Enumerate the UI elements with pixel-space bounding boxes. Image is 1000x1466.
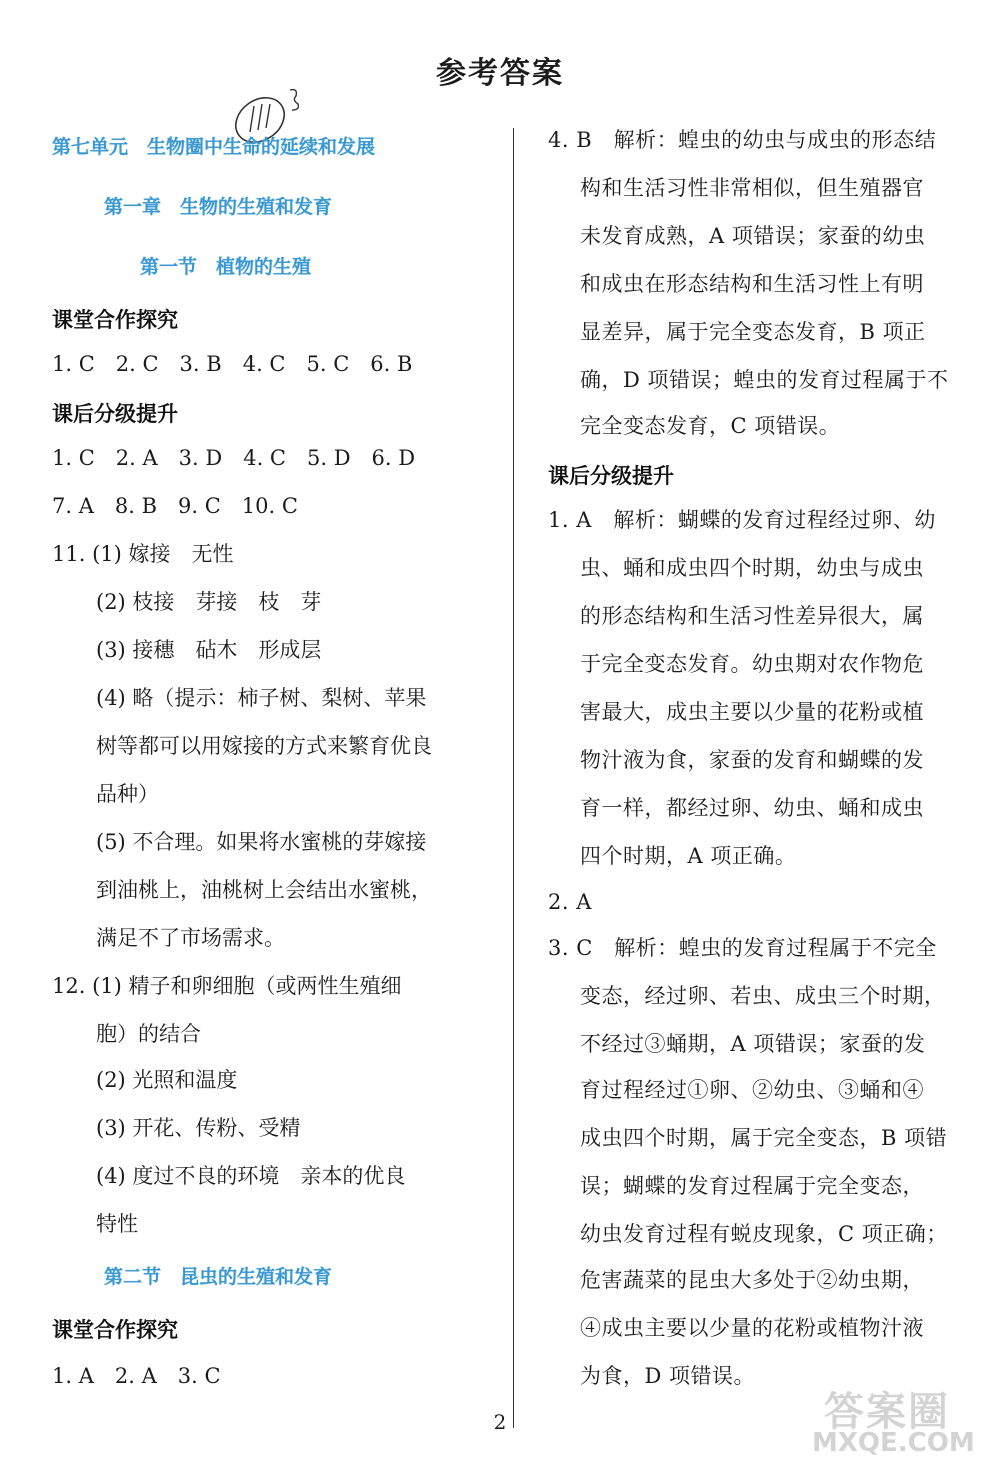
answer-line: 为食，D 项错误。 xyxy=(580,1364,756,1388)
answer-line: 1. C 2. C 3. B 4. C 5. C 6. B xyxy=(52,352,413,376)
answer-line: 4. B 解析：蝗虫的幼虫与成虫的形态结 xyxy=(548,128,937,152)
answer-line: 误；蝴蝶的发育过程属于完全变态， xyxy=(580,1174,924,1198)
answer-line: 构和生活习性非常相似，但生殖器官 xyxy=(580,176,924,200)
chapter-heading: 第一章 生物的生殖和发育 xyxy=(104,196,333,218)
answer-line: 品种） xyxy=(96,782,159,806)
answer-line: 2. A xyxy=(548,890,592,914)
watermark-logo: 答案圈 xyxy=(824,1389,950,1435)
answer-line: 树等都可以用嫁接的方式来繁育优良 xyxy=(96,734,432,758)
answer-line: 1. C 2. A 3. D 4. C 5. D 6. D xyxy=(52,446,416,470)
answer-line: (3) 开花、传粉、受精 xyxy=(96,1116,301,1140)
answer-line: (2) 光照和温度 xyxy=(96,1068,238,1092)
answer-line: 于完全变态发育。幼虫期对农作物危 xyxy=(580,652,924,676)
answer-line: 虫、蛹和成虫四个时期，幼虫与成虫 xyxy=(580,556,924,580)
column-divider xyxy=(513,128,514,1428)
section-heading-2: 第二节 昆虫的生殖和发育 xyxy=(104,1266,333,1288)
answer-line: 幼虫发育过程有蜕皮现象，C 项正确； xyxy=(580,1222,948,1246)
answer-line: 1. A 2. A 3. C xyxy=(52,1364,221,1388)
answer-line: (3) 接穗 砧木 形成层 xyxy=(96,638,322,662)
answer-line: (5) 不合理。如果将水蜜桃的芽嫁接 xyxy=(96,830,427,854)
answer-line: 完全变态发育，C 项错误。 xyxy=(580,414,841,438)
subheading-after-2: 课后分级提升 xyxy=(548,464,674,488)
page-number: 2 xyxy=(493,1410,507,1434)
answer-line: 的形态结构和生活习性差异很大，属 xyxy=(580,604,924,628)
answer-line: 未发育成熟，A 项错误；家蚕的幼虫 xyxy=(580,224,926,248)
answer-line: 3. C 解析：蝗虫的发育过程属于不完全 xyxy=(548,936,937,960)
answer-line: 四个时期，A 项正确。 xyxy=(580,844,797,868)
answer-line: 和成虫在形态结构和生活习性上有明 xyxy=(580,272,924,296)
answer-line: 危害蔬菜的昆虫大多处于②幼虫期， xyxy=(580,1268,924,1292)
subheading-classwork-1: 课堂合作探究 xyxy=(52,308,178,332)
unit-heading: 第七单元 生物圈中生命的延续和发展 xyxy=(52,136,376,158)
answer-line: 育过程经过①卵、②幼虫、③蛹和④ xyxy=(580,1078,924,1102)
answer-line: 11. (1) 嫁接 无性 xyxy=(52,542,234,566)
answer-line: 害最大，成虫主要以少量的花粉或植 xyxy=(580,700,924,724)
answer-line: 到油桃上，油桃树上会结出水蜜桃， xyxy=(96,878,432,902)
answer-line: 7. A 8. B 9. C 10. C xyxy=(52,494,298,518)
answer-line: 12. (1) 精子和卵细胞（或两性生殖细 xyxy=(52,974,402,998)
answer-line: (4) 略（提示：柿子树、梨树、苹果 xyxy=(96,686,427,710)
answer-line: 不经过③蛹期，A 项错误；家蚕的发 xyxy=(580,1032,926,1056)
page-title: 参考答案 xyxy=(436,56,564,91)
answer-line: 成虫四个时期，属于完全变态，B 项错 xyxy=(580,1126,948,1150)
subheading-classwork-2: 课堂合作探究 xyxy=(52,1318,178,1342)
section-heading-1: 第一节 植物的生殖 xyxy=(140,256,312,278)
answer-line: 育一样，都经过卵、幼虫、蛹和成虫 xyxy=(580,796,924,820)
answer-line: 胞）的结合 xyxy=(96,1022,201,1046)
answer-line: ④成虫主要以少量的花粉或植物汁液 xyxy=(580,1316,924,1340)
answer-line: 变态，经过卵、若虫、成虫三个时期， xyxy=(580,984,946,1008)
watermark-url: MXQE.COM xyxy=(812,1428,975,1458)
site-watermark xyxy=(812,1384,992,1458)
answer-line: (2) 枝接 芽接 枝 芽 xyxy=(96,590,322,614)
answer-line: 满足不了市场需求。 xyxy=(96,926,285,950)
answer-line: 1. A 解析：蝴蝶的发育过程经过卵、幼 xyxy=(548,508,936,532)
answer-line: 物汁液为食，家蚕的发育和蝴蝶的发 xyxy=(580,748,924,772)
answer-line: (4) 度过不良的环境 亲本的优良 xyxy=(96,1164,406,1188)
answer-line: 显差异，属于完全变态发育，B 项正 xyxy=(580,320,926,344)
answer-line: 确，D 项错误；蝗虫的发育过程属于不 xyxy=(580,368,949,392)
subheading-after-1: 课后分级提升 xyxy=(52,402,178,426)
answer-line: 特性 xyxy=(96,1212,138,1236)
